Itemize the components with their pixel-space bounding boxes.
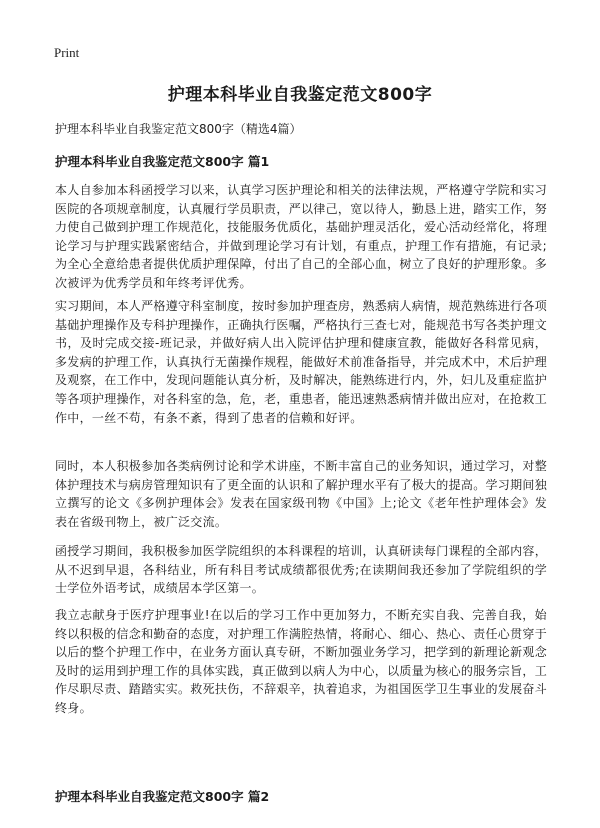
paragraph-4: 函授学习期间，我积极参加医学院组织的本科课程的培训，认真研读每门课程的全部内容，从不迟到早退，各科结业，所有科目考试成绩都很优秀;在读期间我还参加了学院组织的学士学位外语考试，成绩居本学区第一。 <box>55 544 548 596</box>
paragraph-3: 同时，本人积极参加各类病例讨论和学术讲座，不断丰富自己的业务知识，通过学习，对整体护理技术与病房管理知识有了更全面的认识和了解护理水平有了极大的提高。学习期间独立撰写的论文《多例护理体会》发表在国家级刊物《中国》上;论文《老年性护理体会》发表在省级刊物上，被广泛交流。 <box>55 459 548 529</box>
paragraph-1: 本人自参加本科函授学习以来，认真学习医护理论和相关的法律法规，严格遵守学院和实习医院的各项规章制度，认真履行学员职责，严以律己，宽以待人，勤恳上进，踏实工作，努力使自己做到护理工作规范化，技能服务优质化，基础护理灵活化，爱心活动经常化，将理论学习与护理实践紧密结合，并做到理论学习有计划，有重点，护理工作有措施，有记录;为全心全意给患者提供优质护理保障，付出了自己的全部心血，树立了良好的护理形象。多次被评为优秀学员和年终考评优秀。 <box>55 183 548 290</box>
paragraph-2: 实习期间，本人严格遵守科室制度，按时参加护理查房，熟悉病人病情，规范熟练进行各项基础护理操作及专科护理操作，正确执行医嘱，严格执行三查七对，能规范书写各类护理文书，及时完成交接-班记录，并做好病人出入院评估护理和健康宣教，能做好各科常见病，多发病的护理工作，认真执行无菌操作规程，能做好术前准备指导，并完成术中，术后护理及观察，在工作中，发现问题能认真分析，及时解决，能熟练进行内，外，妇儿及重症监护等各项护理操作，对各科室的急，危，老，重患者，能迅速熟悉病情并做出应对，在抢救工作中，一丝不苟，有条不紊，得到了患者的信赖和好评。 <box>55 299 548 425</box>
print-link[interactable]: Print <box>54 45 80 60</box>
section-heading-1: 护理本科毕业自我鉴定范文800字 篇1 <box>55 154 270 169</box>
section-heading-2: 护理本科毕业自我鉴定范文800字 篇2 <box>55 789 270 804</box>
page-title: 护理本科毕业自我鉴定范文800字 <box>167 85 433 105</box>
paragraph-5: 我立志献身于医疗护理事业!在以后的学习工作中更加努力，不断充实自我、完善自我，始终以积极的信念和勤奋的态度，对护理工作满腔热情，将耐心、细心、热心、责任心贯穿于以后的整个护理工作中，在业务方面认真专研，不断加强业务学习，把学到的新理论新观念及时的运用到护理工作的具体实践，真正做到以病人为中心，以质量为核心的服务宗旨，工作尽职尽责、踏踏实实。救死扶伤，不辞艰辛，执着追求，为祖国医学卫生事业的发展奋斗终身。 <box>55 608 548 715</box>
article-subtitle: 护理本科毕业自我鉴定范文800字（精选4篇） <box>55 122 302 136</box>
